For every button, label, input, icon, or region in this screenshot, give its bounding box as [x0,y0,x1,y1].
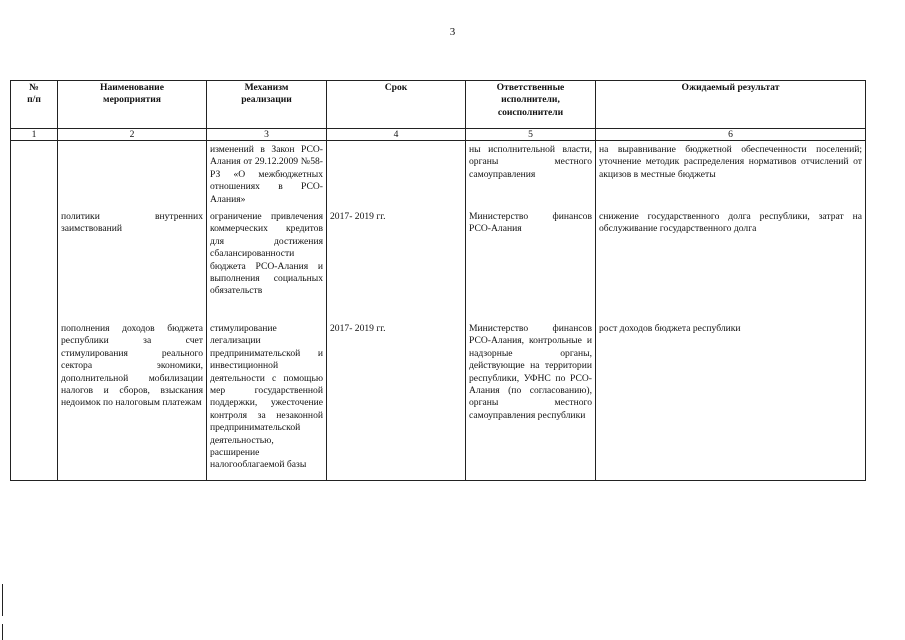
cell-result: снижение государственного долга республики, затрат на обслуживание государственного долга [596,208,866,320]
column-number: 2 [58,129,207,141]
cell-result: рост доходов бюджета республики [596,320,866,480]
scan-edge-mark [2,624,3,640]
cell-name: политики внутренних заимствований [58,208,207,320]
cell-result: на выравнивание бюджетной обеспеченности поселений; уточнение методик распределения нормативов отчислений от акцизов в местные бюджеты [596,141,866,209]
cell-term [327,141,466,209]
cell-term: 2017- 2019 гг. [327,320,466,480]
cell-executors: Министерство финансов РСО-Алания [466,208,596,320]
column-number: 6 [596,129,866,141]
table-row [11,208,866,320]
header-number: № п/п [11,81,58,129]
cell-term: 2017- 2019 гг. [327,208,466,320]
header-mechanism: Механизм реализации [207,81,327,129]
cell-name [58,141,207,209]
cell-mechanism: ограничение привлечения коммерческих кредитов для достижения сбалансированности бюджета РСО-Алания и выполнения социальных обязательств [207,208,327,320]
header-row [11,81,866,129]
cell-number [11,208,58,320]
table-row [11,320,866,480]
table-row [11,141,866,209]
measures-table [10,80,866,481]
header-name: Наименование мероприятия [58,81,207,129]
column-numbers-row [11,129,866,141]
column-number: 5 [466,129,596,141]
cell-mechanism: стимулирование легализации предпринимательской и инвестиционной деятельности с помощью мер государственной поддержки, ужесточение контроля за незаконной предпринимательской деятельностью, расширение налогооблагаемой базы [207,320,327,480]
header-executors: Ответственные исполнители, соисполнители [466,81,596,129]
cell-executors: ны исполнительной власти, органы местного самоуправления [466,141,596,209]
page-number: 3 [449,26,456,38]
cell-executors: Министерство финансов РСО-Алания, контрольные и надзорные органы, действующие на территории республики, УФНС по РСО-Алания (по согласованию), органы местного самоуправления республики [466,320,596,480]
cell-name: пополнения доходов бюджета республики за счет стимулирования реального сектора экономики, дополнительной мобилизации налогов и сборов, взыскания недоимок по налоговым платежам [58,320,207,480]
column-number: 3 [207,129,327,141]
header-term: Срок [327,81,466,129]
column-number: 1 [11,129,58,141]
cell-number [11,320,58,480]
column-number: 4 [327,129,466,141]
cell-number [11,141,58,209]
header-result: Ожидаемый результат [596,81,866,129]
cell-mechanism: изменений в Закон РСО-Алания от 29.12.2009 №58-РЗ «О межбюджетных отношениях в РСО-Алания» [207,141,327,209]
scan-edge-mark [2,584,3,616]
